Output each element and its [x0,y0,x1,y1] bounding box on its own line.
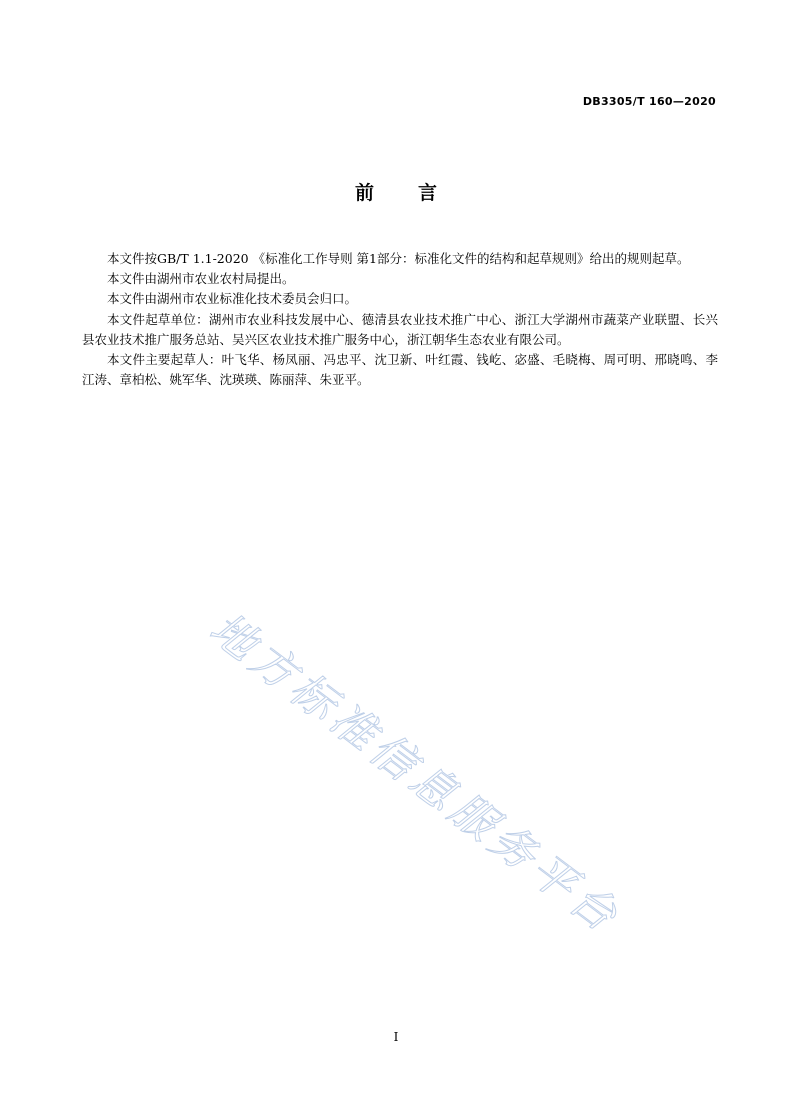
page-number: I [393,1030,399,1044]
paragraph-drafting-units: 本文件起草单位：湖州市农业科技发展中心、德清县农业技术推广中心、浙江大学湖州市蔬菜产业联盟、长兴县农业技术推广服务总站、吴兴区农业技术推广服务中心，浙江朝华生态农业有限公司。 [82,311,718,347]
paragraph-proposer: 本文件由湖州市农业农村局提出。 [107,271,295,287]
standard-code: DB3305/T 160—2020 [582,95,716,108]
paragraph-drafting-rules: 本文件按GB/T 1.1-2020 《标准化工作导则 第1部分：标准化文件的结构和起草规则》给出的规则起草。 [107,251,690,266]
foreword-body [82,249,718,390]
watermark: 地方标准信息服务平台 [200,602,631,945]
paragraph-responsible-committee: 本文件由湖州市农业标准化技术委员会归口。 [107,291,358,307]
page-title: 前言 [354,182,481,204]
paragraph-main-drafters: 本文件主要起草人：叶飞华、杨凤丽、冯忠平、沈卫新、叶红霞、钱屹、宓盛、毛晓梅、周可明、邢晓鸣、李江涛、章柏松、姚军华、沈瑛瑛、陈丽萍、朱亚平。 [82,352,718,388]
